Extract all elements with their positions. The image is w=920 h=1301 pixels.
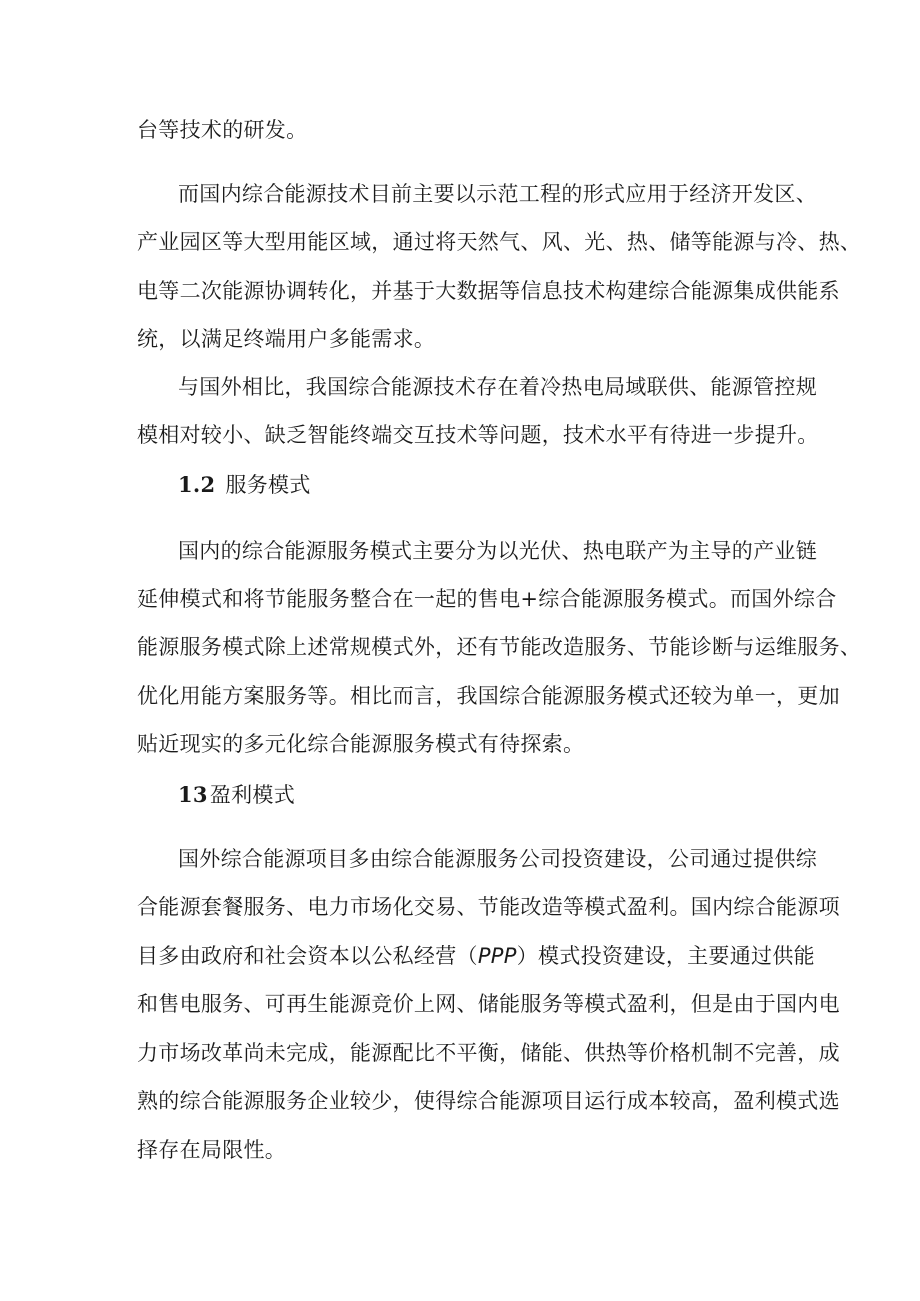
para3-line5: 贴近现实的多元化综合能源服务模式有待探索。 xyxy=(137,732,585,756)
para4-line6: 熟的综合能源服务企业较少，使得综合能源项目运行成本较高，盈利模式选 xyxy=(137,1089,840,1113)
para1-line3: 电等二次能源协调转化，并基于大数据等信息技术构建综合能源集成供能系 xyxy=(137,279,840,303)
para4-line5: 力市场改革尚未完成，能源配比不平衡，储能、供热等价格机制不完善，成 xyxy=(137,1041,840,1065)
para4-line2: 合能源套餐服务、电力市场化交易、节能改造等模式盈利。国内综合能源项 xyxy=(137,895,840,919)
para3-line3: 能源服务模式除上述常规模式外，还有节能改造服务、节能诊断与运维服务、 xyxy=(137,635,862,659)
section-title: 盈利模式 xyxy=(209,783,296,807)
para2-line2: 模相对较小、缺乏智能终端交互技术等问题，技术水平有待进一步提升。 xyxy=(137,423,819,447)
section-number: 13 xyxy=(178,782,208,807)
para4-line7: 择存在局限性。 xyxy=(137,1138,287,1162)
section-title: 服务模式 xyxy=(225,473,311,497)
para4-line4: 和售电服务、可再生能源竞价上网、储能服务等模式盈利，但是由于国内电 xyxy=(137,992,840,1016)
para3-line2: 延伸模式和将节能服务整合在一起的售电+综合能源服务模式。而国外综合 xyxy=(137,587,837,611)
para1-line4: 统，以满足终端用户多能需求。 xyxy=(137,327,436,351)
continuation-line: 台等技术的研发。 xyxy=(137,118,308,142)
ppp-abbreviation: PPP xyxy=(477,944,517,968)
para4-line3 xyxy=(137,942,815,970)
para3-line4: 优化用能方案服务等。相比而言，我国综合能源服务模式还较为单一，更加 xyxy=(137,684,840,708)
para4-line3-end: ）模式投资建设，主要通过供能 xyxy=(516,944,815,968)
section-heading-1-2 xyxy=(178,471,311,499)
para3-line1: 国内的综合能源服务模式主要分为以光伏、热电联产为主导的产业链 xyxy=(178,539,817,563)
para4-line1: 国外综合能源项目多由综合能源服务公司投资建设，公司通过提供综 xyxy=(178,847,817,871)
para1-line1: 而国内综合能源技术目前主要以示范工程的形式应用于经济开发区、 xyxy=(178,182,817,206)
para4-line3-start: 目多由政府和社会资本以公私经营（ xyxy=(137,944,478,968)
para2-line1: 与国外相比，我国综合能源技术存在着冷热电局域联供、能源管控规 xyxy=(178,375,817,399)
section-number: 1.2 xyxy=(178,472,216,497)
section-heading-1-3 xyxy=(178,781,295,809)
para1-line2: 产业园区等大型用能区域，通过将天然气、风、光、热、储等能源与冷、热、 xyxy=(137,230,862,254)
